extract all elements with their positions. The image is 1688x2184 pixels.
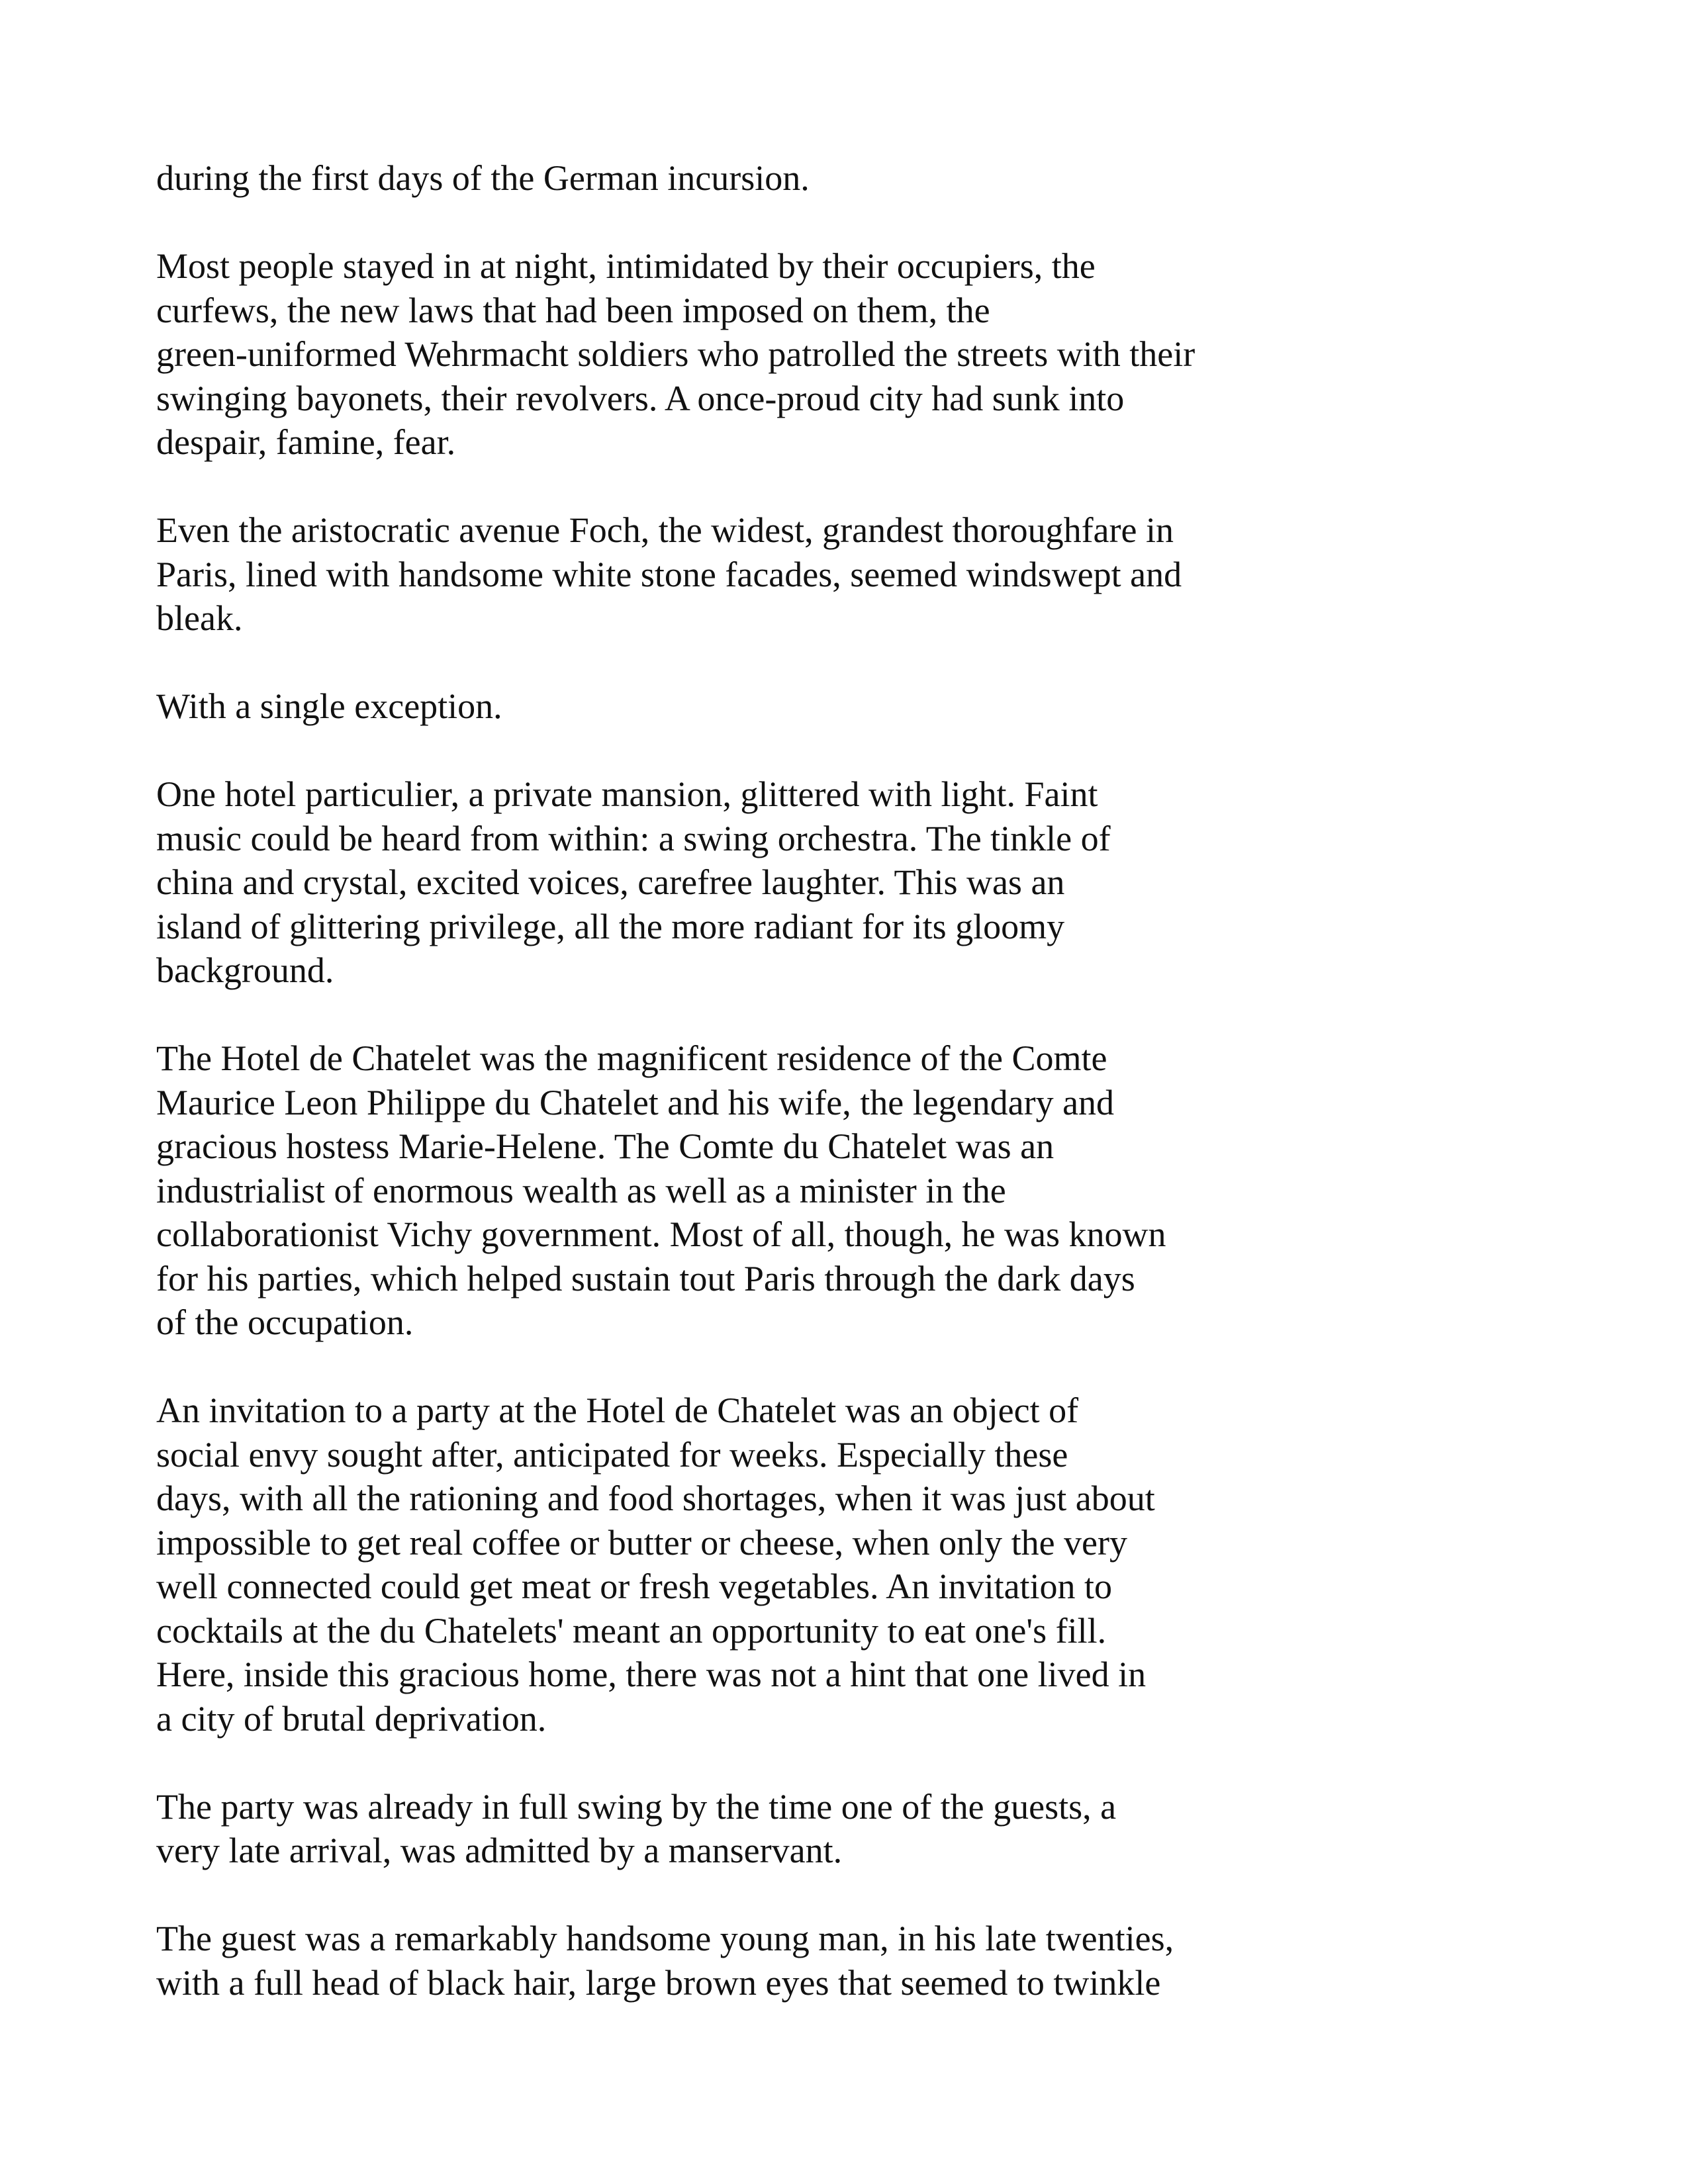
text-line: Paris, lined with handsome white stone facades, seemed windswept and: [156, 554, 1182, 594]
paragraph: [156, 1036, 1308, 1345]
text-line: china and crystal, excited voices, carefree laughter. This was an: [156, 862, 1065, 902]
text-line: impossible to get real coffee or butter or cheese, when only the very: [156, 1522, 1127, 1563]
text-line: days, with all the rationing and food shortages, when it was just about: [156, 1479, 1155, 1518]
text-line: The party was already in full swing by the time one of the guests, a: [156, 1786, 1117, 1827]
text-line: One hotel particulier, a private mansion, glittered with light. Faint: [156, 774, 1098, 814]
text-line: for his parties, which helped sustain tout Paris through the dark days: [156, 1258, 1135, 1298]
text-line: swinging bayonets, their revolvers. A once-proud city had sunk into: [156, 378, 1125, 418]
text-line: island of glittering privilege, all the more radiant for its gloomy: [156, 906, 1065, 946]
text-line: gracious hostess Marie-Helene. The Comte du Chatelet was an: [156, 1126, 1055, 1166]
text-line: social envy sought after, anticipated for weeks. Especially these: [156, 1434, 1068, 1475]
text-line: Maurice Leon Philippe du Chatelet and his wife, the legendary and: [156, 1082, 1115, 1122]
text-line: green-uniformed Wehrmacht soldiers who patrolled the streets with their: [156, 334, 1196, 374]
text-line: of the occupation.: [156, 1302, 414, 1342]
text-line: Here, inside this gracious home, there was not a hint that one lived in: [156, 1655, 1147, 1694]
text-line: despair, famine, fear.: [156, 422, 456, 462]
text-line: The guest was a remarkably handsome young man, in his late twenties,: [156, 1919, 1174, 1958]
text-line: a city of brutal deprivation.: [156, 1698, 547, 1739]
text-line: An invitation to a party at the Hotel de Chatelet was an object of: [156, 1390, 1079, 1430]
paragraph: [156, 684, 1308, 729]
text-line: curfews, the new laws that had been imposed on them, the: [156, 290, 990, 330]
paragraph: [156, 1388, 1308, 1741]
paragraph: [156, 156, 1308, 201]
text-line: collaborationist Vichy government. Most of all, though, he was known: [156, 1214, 1166, 1254]
paragraph: [156, 772, 1308, 993]
paragraph: [156, 244, 1308, 465]
paragraph: [156, 1917, 1308, 2005]
text-line: Most people stayed in at night, intimidated by their occupiers, the: [156, 246, 1096, 286]
text-line: well connected could get meat or fresh vegetables. An invitation to: [156, 1567, 1113, 1606]
text-line: Even the aristocratic avenue Foch, the widest, grandest thoroughfare in: [156, 510, 1174, 550]
paragraph: [156, 1785, 1308, 1873]
text-line: very late arrival, was admitted by a manservant.: [156, 1831, 843, 1870]
text-line: The Hotel de Chatelet was the magnificent residence of the Comte: [156, 1038, 1107, 1078]
text-line: background.: [156, 950, 334, 990]
text-line: with a full head of black hair, large brown eyes that seemed to twinkle: [156, 1962, 1161, 2003]
text-line: industrialist of enormous wealth as well as a minister in the: [156, 1170, 1006, 1210]
paragraph: [156, 508, 1308, 641]
text-line: cocktails at the du Chatelets' meant an opportunity to eat one's fill.: [156, 1610, 1107, 1651]
text-line: bleak.: [156, 598, 243, 638]
body-text: [156, 156, 1308, 2049]
text-line: With a single exception.: [156, 686, 502, 726]
text-line: during the first days of the German incursion.: [156, 158, 810, 198]
text-line: music could be heard from within: a swing orchestra. The tinkle of: [156, 818, 1111, 858]
